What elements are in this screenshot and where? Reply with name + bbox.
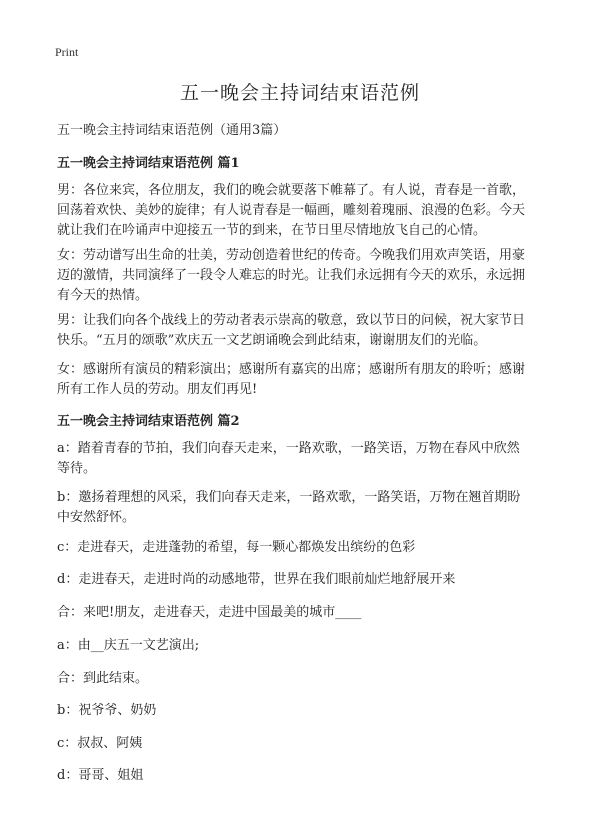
- paragraph-line: 中安然舒怀。: [57, 510, 136, 525]
- print-label: Print: [55, 45, 79, 59]
- paragraph: [57, 766, 547, 786]
- paragraph: [57, 636, 547, 656]
- paragraph-line: a：由__庆五一文艺演出;: [57, 638, 200, 653]
- paragraph-line: 所有工作人员的劳动。朋友们再见!: [57, 382, 258, 397]
- paragraph: [57, 246, 547, 306]
- paragraph: [57, 669, 547, 689]
- paragraph-line: c：走进春天，走进蓬勃的希望，每一颗心都焕发出缤纷的色彩: [57, 540, 416, 555]
- paragraph: [57, 488, 547, 528]
- paragraph-line: 男：各位来宾，各位朋友，我们的晚会就要落下帷幕了。有人说，青春是一首歌，: [57, 183, 526, 198]
- paragraph: [57, 181, 547, 241]
- paragraph-line: 等待。: [57, 461, 97, 476]
- paragraph-line: 快乐。“五月的颂歌”欢庆五一文艺朗诵晚会到此结束，谢谢朋友们的光临。: [57, 333, 487, 348]
- paragraph: [57, 603, 547, 623]
- document-subtitle: 五一晚会主持词结束语范例（通用3篇）: [57, 123, 287, 138]
- paragraph-line: 迈的激情，共同演绎了一段令人难忘的时光。让我们永远拥有今天的欢乐，永远拥: [57, 268, 526, 283]
- paragraph: [57, 701, 547, 721]
- paragraph-line: d：哥哥、姐姐: [57, 768, 144, 783]
- paragraph-line: d：走进春天，走进时尚的动感地带，世界在我们眼前灿烂地舒展开来: [57, 572, 456, 587]
- paragraph: [57, 570, 547, 590]
- paragraph: [57, 734, 547, 754]
- paragraph-line: 回荡着欢快、美妙的旋律；有人说青春是一幅画，雕刻着瑰丽、浪漫的色彩。今天: [57, 203, 526, 218]
- paragraph-line: a：踏着青春的节拍，我们向春天走来，一路欢歌，一路笑语，万物在春风中欣然: [57, 441, 520, 456]
- paragraph-line: b：邀扬着理想的风采，我们向春天走来，一路欢歌，一路笑语，万物在翘首期盼: [57, 490, 521, 505]
- paragraph-line: c：叔叔、阿姨: [57, 736, 143, 751]
- paragraph-line: b：祝爷爷、奶奶: [57, 703, 157, 718]
- paragraph-line: 女：劳动谱写出生命的壮美，劳动创造着世纪的传奇。今晚我们用欢声笑语，用豪: [57, 248, 526, 263]
- paragraph: [57, 360, 547, 400]
- section-heading-1: 五一晚会主持词结束语范例 篇1: [57, 156, 240, 171]
- paragraph-line: 有今天的热情。: [57, 288, 149, 303]
- paragraph-line: 合：到此结束。: [57, 671, 149, 686]
- paragraph: [57, 439, 547, 479]
- paragraph-line: 就让我们在吟诵声中迎接五一节的到来，在节日里尽情地放飞自己的心情。: [57, 223, 487, 238]
- paragraph-line: 男：让我们向各个战线上的劳动者表示崇高的敬意，致以节日的问候，祝大家节日: [57, 313, 526, 328]
- paragraph-line: 合：来吧!朋友，走进春天，走进中国最美的城市____: [57, 605, 362, 620]
- paragraph: [57, 538, 547, 558]
- section-heading-2: 五一晚会主持词结束语范例 篇2: [57, 414, 240, 429]
- paragraph: [57, 311, 547, 351]
- paragraph-line: 女：感谢所有演员的精彩演出；感谢所有嘉宾的出席；感谢所有朋友的聆听；感谢: [57, 362, 526, 377]
- document-title: 五一晚会主持词结束语范例: [179, 82, 420, 104]
